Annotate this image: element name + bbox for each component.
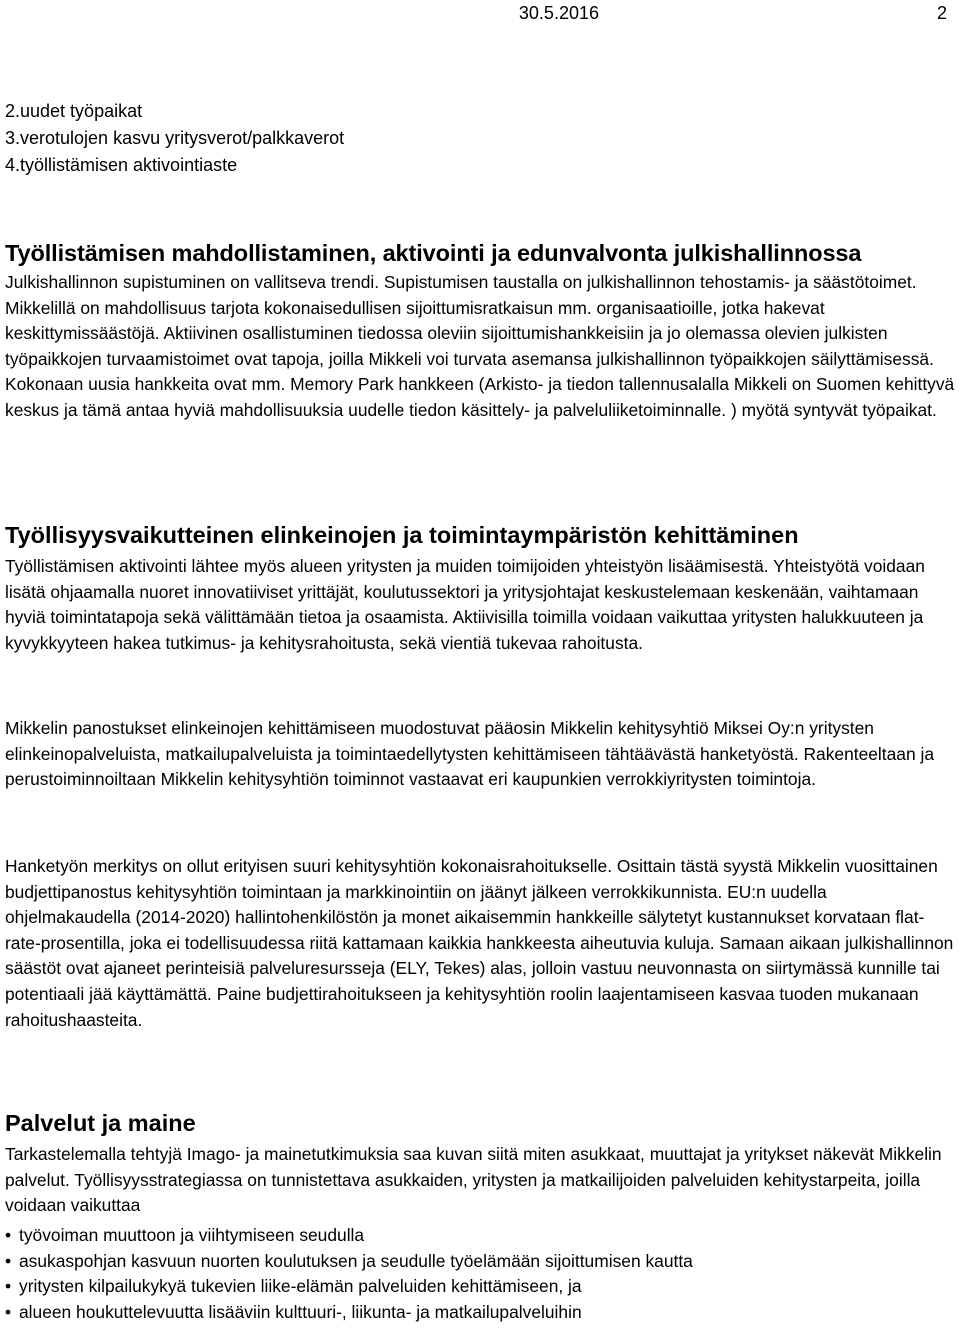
page-header [519,2,947,24]
section-paragraph-admin: Julkishallinnon supistuminen on vallitseva trendi. Supistumisen taustalla on julkishallinnon tehostamis- ja säästötoimet. Mikkelillä on mahdollisuus tarjota kokonaisedullisen sijoittumisratkaisun mm. organisaatioille, jotka hakevat keskittymissäästöjä. Aktiivinen osallistuminen tiedossa oleviin sijoittumishankkeisiin ja jo olemassa olevien julkisten työpaikkojen turvaamistoimet ovat tapoja, joilla Mikkeli voi turvata asemansa julkishallinnon työpaikkojen säilyttämisessä. Kokonaan uusia hankkeita ovat mm. Memory Park hankkeen (Arkisto- ja tiedon tallennusalalla Mikkeli on Suomen kehittyvä keskus ja tämä antaa hyviä mahdollisuuksia uudelle tiedon käsittely- ja palveluliiketoiminnalle. ) myötä syntyvät työpaikat. [5,272,955,420]
section-paragraph-hanke: Hanketyön merkitys on ollut erityisen suuri kehitysyhtiön kokonaisrahoitukselle. Osittain tästä syystä Mikkelin vuosittainen budjettipanostus kehitysyhtiön toimintaan ja markkinointiin on jäänyt jälkeen verrokkikunnista. EU:n uudella ohjelmakaudella (2014-2020) hallintohenkilöstön ja monet aikaisemmin hankkeille sälytetyt kustannukset korvataan flat-rate-prosentilla, joka ei todellisuudessa riitä kattamaan kaikkia hankkeesta aiheutuvia kuluja. Samaan aikaan julkishallinnon säästöt ovat ajaneet perinteisiä palveluresursseja (ELY, Tekes) alas, jolloin vastuu neuvonnasta on siirtymässä kunnille tai potentiaali jää käyttämättä. Paine budjettirahoitukseen ja kehitysyhtiön roolin laajentamiseen kasvaa tuoden mukanaan rahoitushaasteita. [5,856,954,1030]
section-heading-services: Palvelut ja maine [5,1110,196,1136]
list-item-text: asukaspohjan kasvuun nuorten koulutuksen ja seudulle työelämään sijoittumisen kautta [19,1250,693,1271]
section-heading-business: Työllisyysvaikutteinen elinkeinojen ja toimintaympäristön kehittäminen [5,522,799,548]
services-bullet-list [5,1223,955,1325]
intro-list-item: 3.verotulojen kasvu yritysverot/palkkaverot [5,128,345,148]
page-number: 2 [936,3,947,23]
intro-list [5,98,955,179]
intro-list-item: 4.työllistämisen aktivointiaste [5,155,238,175]
bullet-icon: • [5,1301,12,1322]
section-paragraph-business: Työllistämisen aktivointi lähtee myös alueen yritysten ja muiden toimijoiden yhteistyön lisäämisestä. Yhteistyötä voidaan lisätä ohjaamalla nuoret innovatiiviset yrittäjät, koulutussektori ja yritysjohtajat keskustelemaan keskenään, vaihtamaan hyviä toimintatapoja sekä välittämään tietoa ja osaamista. Aktiivisilla toimilla voidaan vaikuttaa yritysten halukkuuteen ja kyvykkyyteen hakea tutkimus- ja kehitysrahoitusta, sekä vientiä tukevaa rahoitusta. [5,556,925,653]
list-item [5,1300,955,1326]
section-paragraph-services: Tarkastelemalla tehtyjä Imago- ja mainetutkimuksia saa kuvan siitä miten asukkaat, muuttajat ja yritykset näkevät Mikkelin palvelut. Työllisyysstrategiassa on tunnistettava asukkaiden, yritysten ja matkailijoiden palveluiden kehitystarpeita, joilla voidaan vaikuttaa [5,1144,942,1216]
header-date: 30.5.2016 [518,3,599,23]
bullet-icon: • [5,1225,12,1245]
bullet-icon: • [5,1276,12,1297]
list-item [5,1223,955,1249]
list-item-text: työvoiman muuttoon ja viihtymiseen seudulla [19,1225,365,1245]
section-paragraph-mikseli: Mikkelin panostukset elinkeinojen kehittämiseen muodostuvat pääosin Mikkelin kehitysyhtiö Miksei Oy:n yritysten elinkeinopalveluista, matkailupalveluista ja toimintaedellytysten kehittämiseen tähtäävästä hanketyöstä. Rakenteeltaan ja perustoiminnoiltaan Mikkelin kehitysyhtiön toiminnot vastaavat eri kaupunkien verrokkiyritysten toimintoja. [5,718,935,790]
list-item-text: alueen houkuttelevuutta lisääviin kulttuuri-, liikunta- ja matkailupalveluihin [19,1301,582,1322]
list-item [5,1274,955,1300]
bullet-icon: • [5,1250,12,1271]
section-heading-admin: Työllistämisen mahdollistaminen, aktivointi ja edunvalvonta julkishallinnossa [5,240,862,266]
list-item-text: yritysten kilpailukykyä tukevien liike-elämän palveluiden kehittämiseen, ja [19,1276,582,1297]
list-item [5,1249,955,1275]
intro-list-item: 2.uudet työpaikat [5,101,143,121]
